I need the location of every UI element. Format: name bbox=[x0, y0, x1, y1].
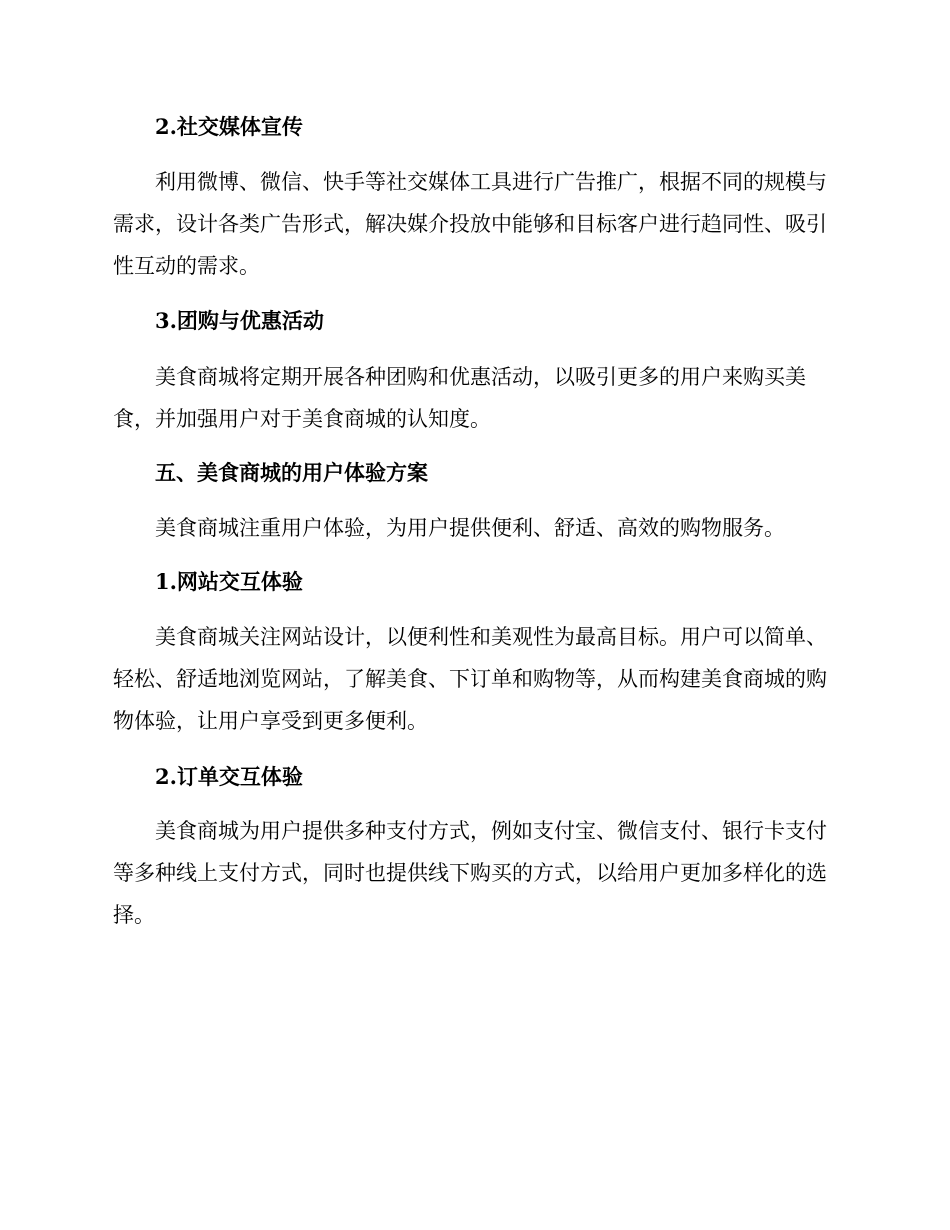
paragraph-social-media: 利用微博、微信、快手等社交媒体工具进行广告推广，根据不同的规模与需求，设计各类广告形式，解决媒介投放中能够和目标客户进行趋同性、吸引性互动的需求。 bbox=[113, 170, 827, 278]
heading-group-buy: 3.团购与优惠活动 bbox=[155, 308, 324, 333]
heading-website: 1.网站交互体验 bbox=[155, 569, 303, 594]
paragraph-website: 美食商城关注网站设计，以便利性和美观性为最高目标。用户可以简单、轻松、舒适地浏览网站，了解美食、下订单和购物等，从而构建美食商城的购物体验，让用户享受到更多便利。 bbox=[113, 625, 827, 733]
paragraph-order: 美食商城为用户提供多种支付方式，例如支付宝、微信支付、银行卡支付等多种线上支付方式，同时也提供线下购买的方式，以给用户更加多样化的选择。 bbox=[113, 819, 827, 927]
heading-social-media: 2.社交媒体宣传 bbox=[155, 114, 303, 139]
heading-user-experience: 五、美食商城的用户体验方案 bbox=[155, 460, 428, 485]
paragraph-group-buy: 美食商城将定期开展各种团购和优惠活动，以吸引更多的用户来购买美食，并加强用户对于美食商城的认知度。 bbox=[113, 365, 806, 431]
heading-order: 2.订单交互体验 bbox=[155, 764, 303, 789]
paragraph-user-experience: 美食商城注重用户体验，为用户提供便利、舒适、高效的购物服务。 bbox=[155, 516, 785, 540]
